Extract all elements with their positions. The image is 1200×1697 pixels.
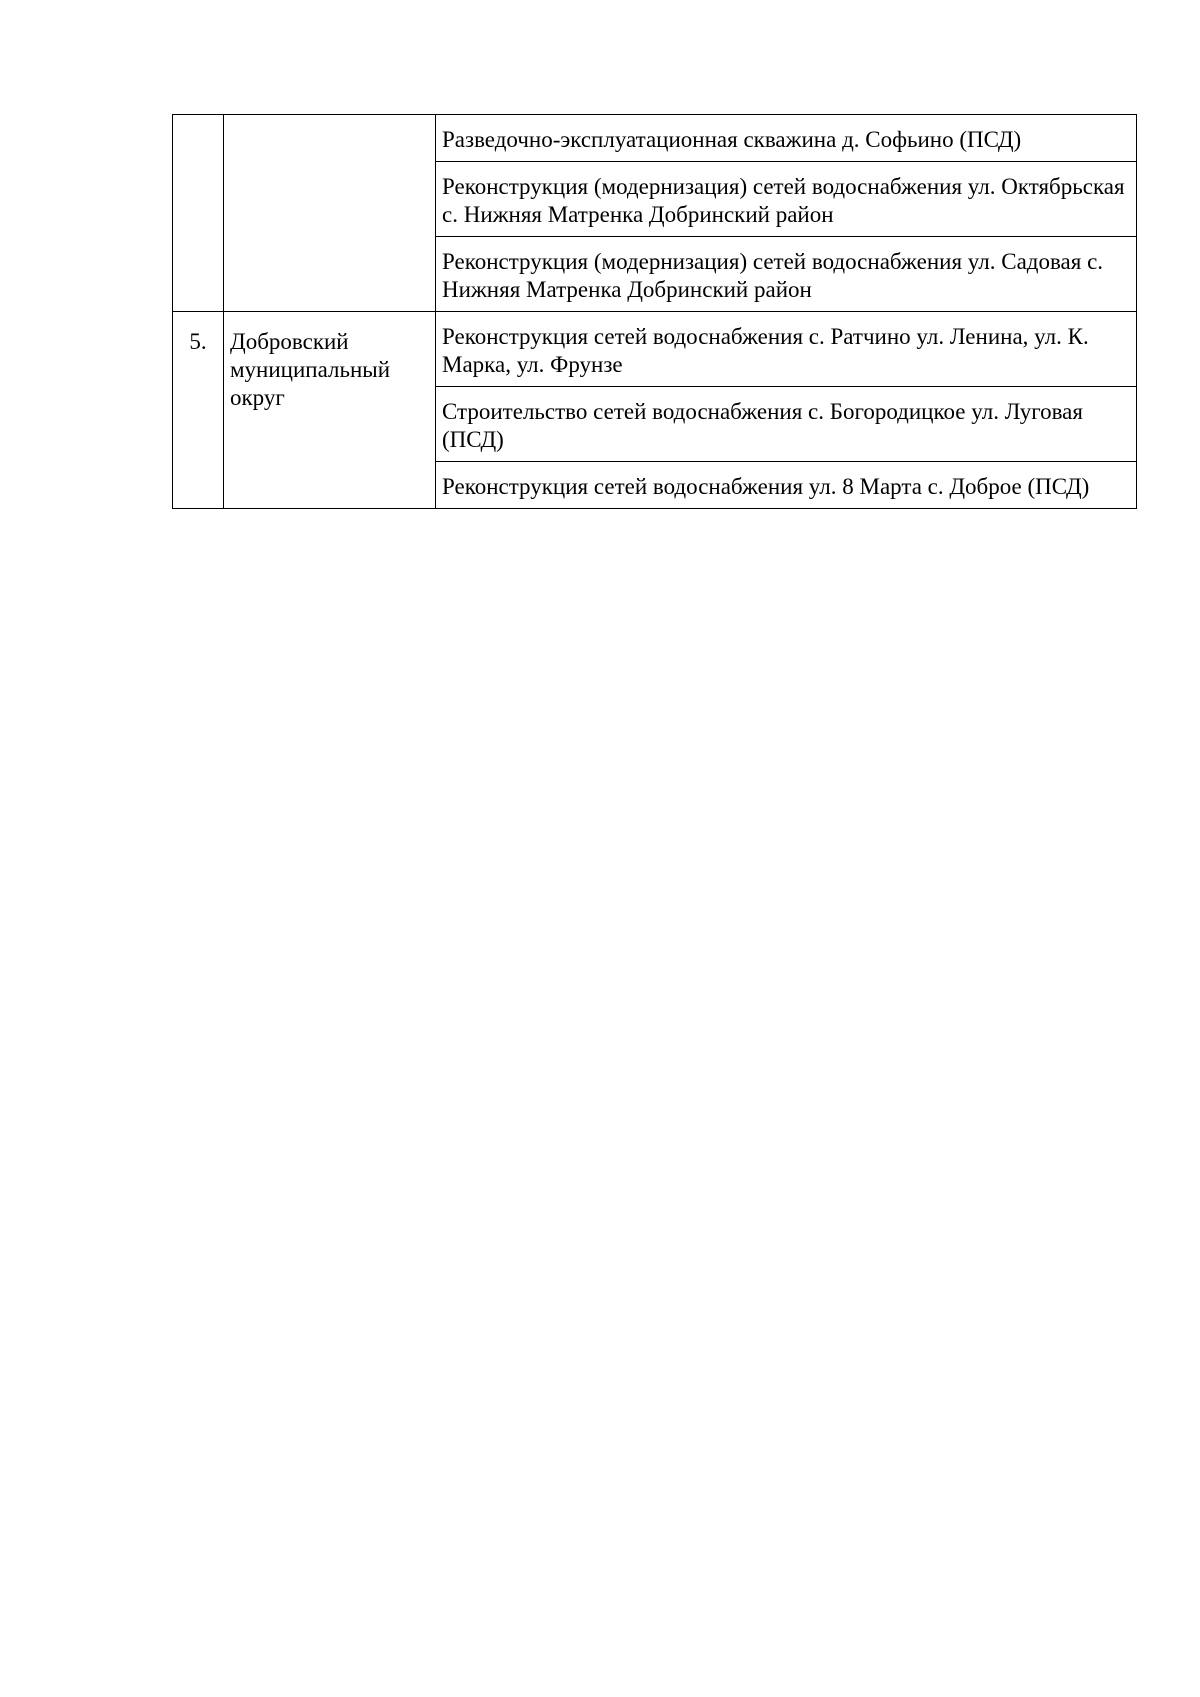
district-name: Добровский муниципальный округ: [224, 312, 436, 509]
object-name: Реконструкция сетей водоснабжения с. Ратчино ул. Ленина, ул. К. Марка, ул. Фрунзе: [436, 312, 1137, 387]
object-name: Реконструкция (модернизация) сетей водоснабжения ул. Октябрьская с. Нижняя Матренка Добринский район: [436, 162, 1137, 237]
table-row: [173, 115, 1137, 162]
district-name: [224, 115, 436, 312]
object-name: Строительство сетей водоснабжения с. Богородицкое ул. Луговая (ПСД): [436, 387, 1137, 462]
row-number: 5.: [173, 312, 224, 509]
row-number: [173, 115, 224, 312]
object-name: Разведочно-эксплуатационная скважина д. Софьино (ПСД): [436, 115, 1137, 162]
object-name: Реконструкция сетей водоснабжения ул. 8 Марта с. Доброе (ПСД): [436, 462, 1137, 509]
object-name: Реконструкция (модернизация) сетей водоснабжения ул. Садовая с. Нижняя Матренка Добринский район: [436, 237, 1137, 312]
objects-table: [172, 114, 1137, 509]
table-row: [173, 312, 1137, 387]
